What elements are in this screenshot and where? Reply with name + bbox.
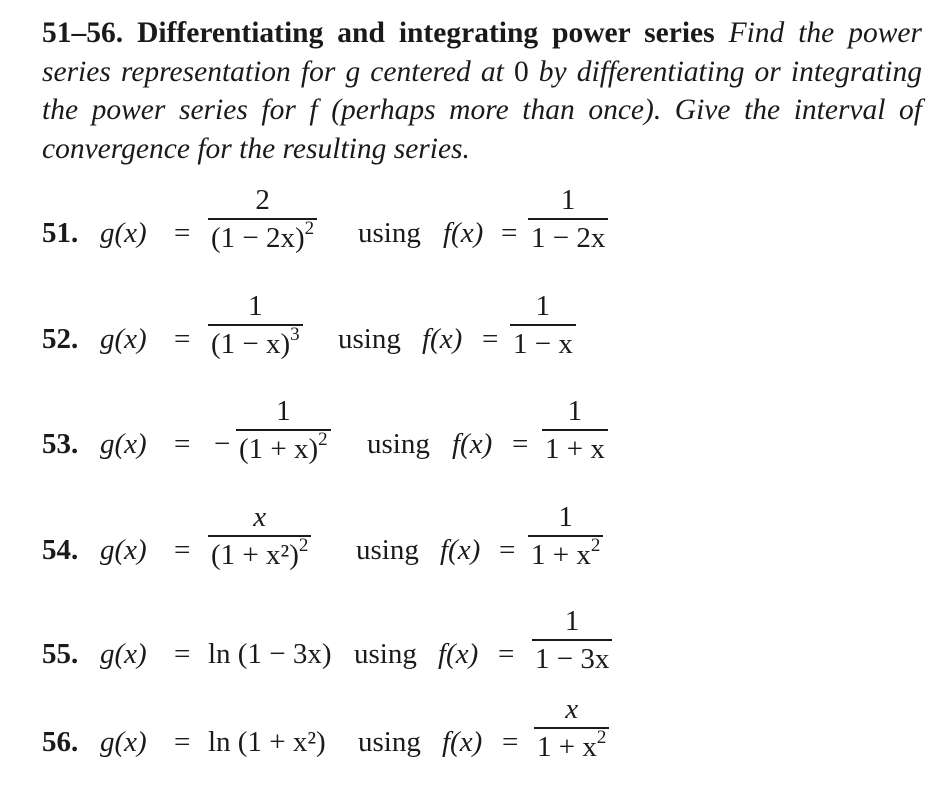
g-denominator bbox=[208, 534, 311, 573]
using-word: using bbox=[354, 638, 417, 670]
g-lhs: g(x) bbox=[100, 726, 147, 758]
f-denominator-base: 1 + x bbox=[537, 730, 597, 763]
f-numerator: 1 bbox=[560, 184, 576, 216]
instructions-g: g bbox=[345, 55, 361, 88]
equals-sign: = bbox=[512, 428, 529, 460]
equals-sign: = bbox=[174, 323, 191, 355]
f-denominator-base: 1 − 3x bbox=[535, 642, 610, 675]
negative-sign: − bbox=[214, 428, 231, 460]
equals-sign: = bbox=[498, 638, 515, 670]
instructions-text-4: (perhaps more than once). Give the interval of convergence for the resulting series. bbox=[42, 94, 923, 165]
f-denominator bbox=[510, 326, 576, 362]
g-denominator-exponent: 2 bbox=[318, 428, 328, 450]
problem-number: 52. bbox=[42, 323, 79, 355]
g-numerator: x bbox=[253, 501, 267, 533]
section-heading bbox=[42, 14, 922, 168]
problem-number: 53. bbox=[42, 428, 79, 460]
f-fraction bbox=[532, 604, 612, 677]
using-word: using bbox=[338, 323, 401, 355]
problem-number: 55. bbox=[42, 638, 79, 670]
section-title: 51–56. Differentiating and integrating power series bbox=[42, 17, 715, 49]
g-denominator bbox=[236, 428, 331, 467]
problem-number: 54. bbox=[42, 534, 79, 566]
f-numerator: 1 bbox=[535, 290, 551, 322]
f-lhs: f(x) bbox=[440, 534, 481, 566]
using-word: using bbox=[367, 428, 430, 460]
f-denominator-base: 1 − 2x bbox=[531, 221, 606, 254]
g-expression: ln (1 − 3x) bbox=[208, 638, 332, 670]
f-fraction bbox=[542, 394, 608, 467]
f-denominator bbox=[528, 534, 603, 573]
equals-sign: = bbox=[502, 726, 519, 758]
f-lhs: f(x) bbox=[422, 323, 463, 355]
g-denominator-exponent: 2 bbox=[304, 217, 315, 239]
f-denominator bbox=[532, 641, 612, 677]
f-lhs: f(x) bbox=[442, 726, 483, 758]
g-lhs: g(x) bbox=[100, 428, 147, 460]
f-denominator bbox=[528, 220, 608, 256]
instructions-text-2: centered at bbox=[360, 55, 514, 88]
using-word: using bbox=[358, 217, 421, 249]
equals-sign: = bbox=[174, 428, 191, 460]
f-fraction bbox=[510, 289, 576, 362]
f-numerator: 1 bbox=[567, 395, 583, 427]
g-denominator bbox=[208, 217, 317, 256]
using-word: using bbox=[356, 534, 419, 566]
g-denominator-base: (1 − 2x) bbox=[211, 221, 305, 254]
f-denominator-exponent: 2 bbox=[590, 534, 601, 556]
instructions-zero: 0 bbox=[513, 55, 529, 88]
f-lhs: f(x) bbox=[438, 638, 479, 670]
equals-sign: = bbox=[499, 534, 516, 566]
f-fraction bbox=[534, 692, 609, 765]
f-denominator bbox=[534, 726, 609, 765]
g-denominator-base: (1 + x) bbox=[239, 432, 319, 465]
g-denominator bbox=[208, 323, 303, 362]
g-lhs: g(x) bbox=[100, 217, 147, 249]
g-denominator-base: (1 − x) bbox=[211, 327, 291, 360]
instructions-f: f bbox=[309, 94, 318, 126]
f-numerator: x bbox=[565, 693, 579, 725]
f-fraction bbox=[528, 500, 603, 573]
g-denominator-exponent: 3 bbox=[290, 323, 300, 345]
instructions-text-1: Find the power series representation for bbox=[42, 17, 922, 88]
equals-sign: = bbox=[174, 217, 191, 249]
f-denominator-base: 1 + x bbox=[545, 432, 605, 465]
g-numerator: 2 bbox=[255, 184, 270, 216]
f-fraction bbox=[528, 183, 608, 256]
f-denominator-base: 1 + x bbox=[531, 538, 591, 571]
equals-sign: = bbox=[482, 323, 499, 355]
equals-sign: = bbox=[174, 534, 191, 566]
equals-sign: = bbox=[174, 638, 191, 670]
problem-number: 56. bbox=[42, 726, 79, 758]
f-numerator: 1 bbox=[558, 501, 573, 533]
f-numerator: 1 bbox=[564, 605, 580, 637]
g-lhs: g(x) bbox=[100, 638, 147, 670]
f-denominator-exponent: 2 bbox=[596, 726, 607, 748]
g-fraction bbox=[208, 183, 317, 256]
g-numerator: 1 bbox=[276, 395, 291, 427]
instructions-text-3: by differentiating or integrating the power series for bbox=[42, 55, 922, 126]
g-denominator-exponent: 2 bbox=[298, 534, 309, 556]
g-numerator: 1 bbox=[248, 290, 263, 322]
f-lhs: f(x) bbox=[452, 428, 493, 460]
using-word: using bbox=[358, 726, 421, 758]
f-denominator-base: 1 − x bbox=[513, 327, 573, 360]
g-denominator-base: (1 + x²) bbox=[211, 538, 299, 571]
equals-sign: = bbox=[174, 726, 191, 758]
g-lhs: g(x) bbox=[100, 534, 147, 566]
g-fraction bbox=[208, 289, 303, 362]
g-expression: ln (1 + x²) bbox=[208, 726, 326, 758]
problem-number: 51. bbox=[42, 217, 79, 249]
f-denominator bbox=[542, 431, 608, 467]
equals-sign: = bbox=[501, 217, 518, 249]
f-lhs: f(x) bbox=[443, 217, 484, 249]
g-fraction bbox=[236, 394, 331, 467]
g-fraction bbox=[208, 500, 311, 573]
g-lhs: g(x) bbox=[100, 323, 147, 355]
